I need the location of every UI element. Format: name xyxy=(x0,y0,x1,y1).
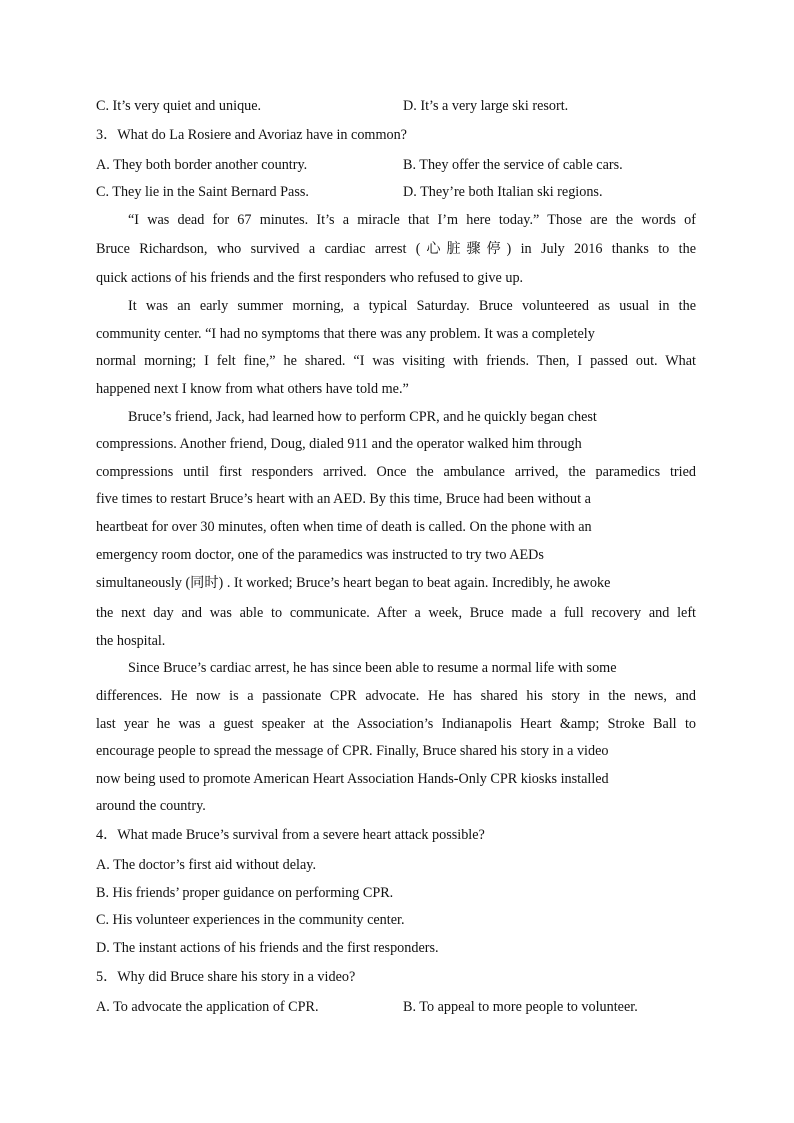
passage-p3-line: emergency room doctor, one of the paramedics was instructed to try two AEDs xyxy=(96,547,544,563)
q3-option-c: C. They lie in the Saint Bernard Pass. xyxy=(96,184,309,200)
passage-p3-line: the next day and was able to communicate. After a week, Bruce made a full recovery and left xyxy=(96,605,696,621)
passage-p3-line: Bruce’s friend, Jack, had learned how to perform CPR, and he quickly began chest xyxy=(128,409,597,425)
passage-p3-line: compressions. Another friend, Doug, dialed 911 and the operator walked him through xyxy=(96,436,582,452)
q3-options-row-1 xyxy=(96,156,696,174)
q4-option-d: D. The instant actions of his friends and the first responders. xyxy=(96,940,439,956)
passage-p3-line: simultaneously (同时) . It worked; Bruce’s heart began to beat again. Incredibly, he awoke xyxy=(96,575,611,591)
q2-option-d: D. It’s a very large ski resort. xyxy=(403,98,569,114)
passage-p2-line: normal morning; I felt fine,” he shared. “I was visiting with friends. Then, I passed out. What xyxy=(96,353,696,369)
q3-option-a: A. They both border another country. xyxy=(96,157,308,173)
passage-p4-line: differences. He now is a passionate CPR advocate. He has shared his story in the news, and xyxy=(96,688,696,704)
passage-p1-line: Bruce Richardson, who survived a cardiac arrest (心脏骤停) in July 2016 thanks to the xyxy=(96,241,696,257)
passage-p4-line: around the country. xyxy=(96,798,206,814)
q4-stem: 4．What made Bruce’s survival from a severe heart attack possible? xyxy=(96,827,485,843)
q5-option-a: A. To advocate the application of CPR. xyxy=(96,999,319,1015)
passage-p3-line: five times to restart Bruce’s heart with an AED. By this time, Bruce had been without a xyxy=(96,491,591,507)
q3-option-b: B. They offer the service of cable cars. xyxy=(403,157,623,173)
q5-stem: 5．Why did Bruce share his story in a video? xyxy=(96,969,356,985)
passage-p1-line: “I was dead for 67 minutes. It’s a miracle that I’m here today.” Those are the words of xyxy=(128,212,696,228)
passage-p2-line: It was an early summer morning, a typical Saturday. Bruce volunteered as usual in the xyxy=(128,298,696,314)
passage-p4-line: last year he was a guest speaker at the Association’s Indianapolis Heart &amp; Stroke Ball to xyxy=(96,716,696,732)
passage-p2-line: community center. “I had no symptoms that there was any problem. It was a completely xyxy=(96,326,595,342)
q4-option-b: B. His friends’ proper guidance on performing CPR. xyxy=(96,885,394,901)
q4-option-c: C. His volunteer experiences in the community center. xyxy=(96,912,405,928)
q3-stem: 3．What do La Rosiere and Avoriaz have in common? xyxy=(96,127,407,143)
passage-p1-line: quick actions of his friends and the first responders who refused to give up. xyxy=(96,270,524,286)
passage-p4-line: Since Bruce’s cardiac arrest, he has since been able to resume a normal life with some xyxy=(128,660,617,676)
passage-p3-line: compressions until first responders arrived. Once the ambulance arrived, the paramedics tried xyxy=(96,464,696,480)
passage-p3-line: heartbeat for over 30 minutes, often when time of death is called. On the phone with an xyxy=(96,519,592,535)
passage-p2-line: happened next I know from what others have told me.” xyxy=(96,381,409,397)
q3-options-row-2 xyxy=(96,183,696,201)
q3-option-d: D. They’re both Italian ski regions. xyxy=(403,184,603,200)
passage-p4-line: now being used to promote American Heart Association Hands-Only CPR kiosks installed xyxy=(96,771,609,787)
q5-option-b: B. To appeal to more people to volunteer. xyxy=(403,999,638,1015)
q2-option-c: C. It’s very quiet and unique. xyxy=(96,98,262,114)
q4-option-a: A. The doctor’s first aid without delay. xyxy=(96,857,316,873)
q5-options-row xyxy=(96,998,696,1016)
passage-p3-line: the hospital. xyxy=(96,633,166,649)
q2-options-row xyxy=(96,97,696,115)
passage-p4-line: encourage people to spread the message of CPR. Finally, Bruce shared his story in a video xyxy=(96,743,609,759)
